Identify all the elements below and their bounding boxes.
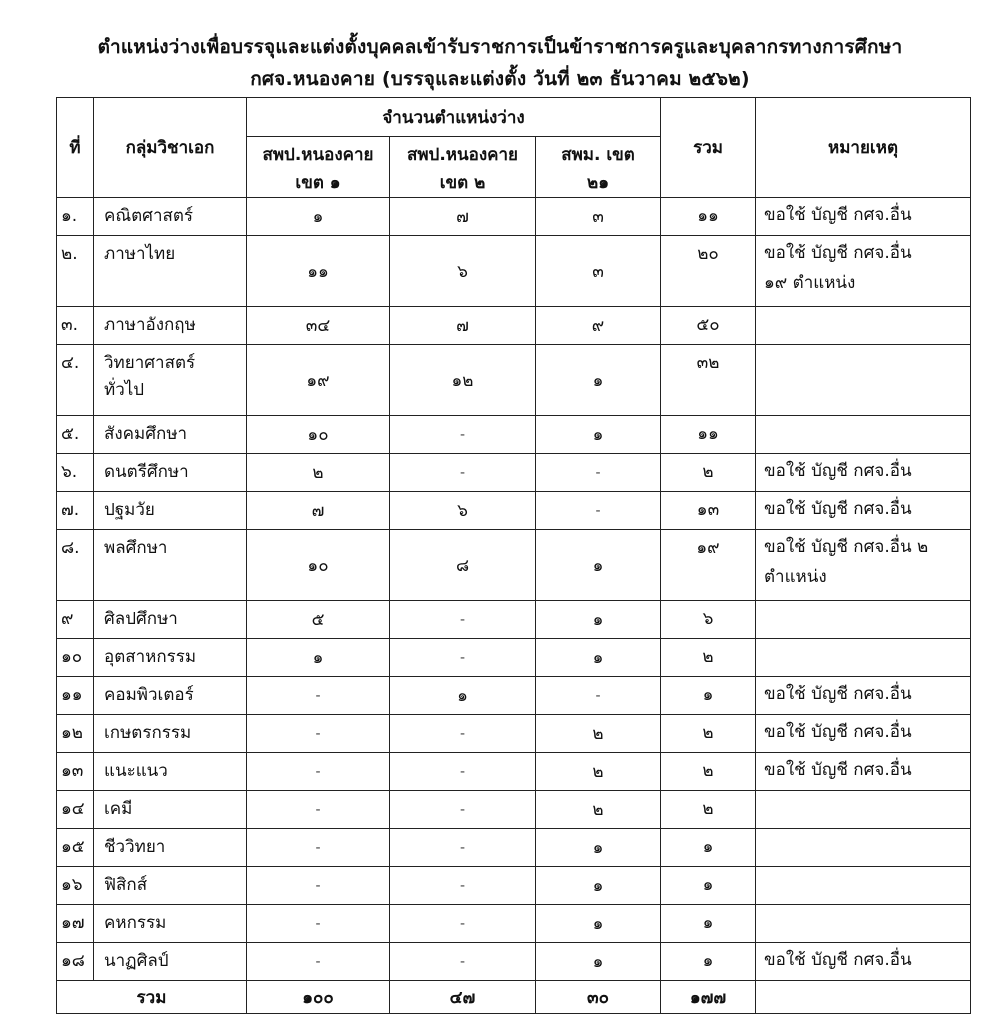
row-area-2: - xyxy=(390,943,536,981)
row-area-3: - xyxy=(536,454,661,492)
row-number: ๑๖ xyxy=(57,867,94,905)
row-area-2: ๑ xyxy=(390,677,536,715)
row-area-1: - xyxy=(247,829,390,867)
row-area-3: ๙ xyxy=(536,307,661,345)
row-number: ๔. xyxy=(57,345,94,416)
row-area-3: ๑ xyxy=(536,345,661,416)
row-area-1: - xyxy=(247,753,390,791)
row-remark-line-1: ขอใช้ บัญชี กศจ.อื่น xyxy=(764,243,912,263)
row-remark-line-1: ขอใช้ บัญชี กศจ.อื่น xyxy=(764,461,912,481)
row-area-1: - xyxy=(247,943,390,981)
row-remark xyxy=(756,715,971,753)
row-area-1: ๑๑ xyxy=(247,236,390,307)
row-remark xyxy=(756,829,971,867)
row-total: ๒ xyxy=(661,753,756,791)
row-area-2: - xyxy=(390,829,536,867)
table-row xyxy=(57,677,971,715)
row-group-line-1: ภาษาอังกฤษ xyxy=(104,315,196,335)
row-remark-line-1: ขอใช้ บัญชี กศจ.อื่น xyxy=(764,950,912,970)
header-area-1 xyxy=(247,137,390,198)
table-row xyxy=(57,307,971,345)
row-remark-line-1: ขอใช้ บัญชี กศจ.อื่น xyxy=(764,722,912,742)
row-group xyxy=(94,601,247,639)
row-area-3: ๓ xyxy=(536,236,661,307)
row-remark xyxy=(756,639,971,677)
row-total: ๑๑ xyxy=(661,198,756,236)
row-remark xyxy=(756,307,971,345)
row-area-1: ๑๐ xyxy=(247,530,390,601)
row-number: ๘. xyxy=(57,530,94,601)
table-row xyxy=(57,492,971,530)
table-row xyxy=(57,416,971,454)
document-subtitle: กศจ.หนองคาย (บรรจุและแต่งตั้ง วันที่ ๒๓ ธันวาคม ๒๕๖๒) xyxy=(250,68,750,90)
row-group-line-1: แนะแนว xyxy=(104,761,168,781)
row-total: ๑๙ xyxy=(661,530,756,601)
table-row xyxy=(57,791,971,829)
header-vacancies: จำนวนตำแหน่งว่าง xyxy=(247,98,661,137)
row-area-1: ๕ xyxy=(247,601,390,639)
total-area-2: ๔๗ xyxy=(390,981,536,1014)
header-remark: หมายเหตุ xyxy=(756,98,971,198)
header-area-3-name: สพม. เขต xyxy=(561,145,635,165)
row-area-2: - xyxy=(390,454,536,492)
row-remark xyxy=(756,601,971,639)
row-group xyxy=(94,943,247,981)
vacancy-table xyxy=(56,97,971,1014)
row-total: ๒ xyxy=(661,454,756,492)
row-remark xyxy=(756,905,971,943)
row-remark xyxy=(756,530,971,601)
total-remark xyxy=(756,981,971,1014)
row-group xyxy=(94,791,247,829)
row-remark xyxy=(756,791,971,829)
row-area-2: ๗ xyxy=(390,198,536,236)
row-group-line-1: ชีววิทยา xyxy=(104,837,166,857)
row-group xyxy=(94,677,247,715)
row-area-3: - xyxy=(536,677,661,715)
row-remark xyxy=(756,492,971,530)
total-row xyxy=(57,981,971,1014)
row-number: ๑๒ xyxy=(57,715,94,753)
row-number: ๑๓ xyxy=(57,753,94,791)
row-group-line-1: เคมี xyxy=(104,799,133,819)
row-remark-line-1: ขอใช้ บัญชี กศจ.อื่น xyxy=(764,499,912,519)
row-area-3: ๑ xyxy=(536,601,661,639)
table-row xyxy=(57,345,971,416)
row-number: ๑. xyxy=(57,198,94,236)
row-remark xyxy=(756,236,971,307)
row-remark-line-2: ๑๙ ตำแหน่ง xyxy=(764,273,856,293)
row-area-3: ๑ xyxy=(536,639,661,677)
row-group xyxy=(94,753,247,791)
row-total: ๑๑ xyxy=(661,416,756,454)
row-number: ๒. xyxy=(57,236,94,307)
row-area-3: ๑ xyxy=(536,943,661,981)
total-area-3: ๓๐ xyxy=(536,981,661,1014)
row-number: ๕. xyxy=(57,416,94,454)
row-number: ๖. xyxy=(57,454,94,492)
row-area-1: - xyxy=(247,791,390,829)
table-row xyxy=(57,753,971,791)
total-area-1: ๑๐๐ xyxy=(247,981,390,1014)
row-area-1: ๑๙ xyxy=(247,345,390,416)
row-area-3: ๒ xyxy=(536,715,661,753)
row-remark-line-1: ขอใช้ บัญชี กศจ.อื่น xyxy=(764,205,912,225)
row-total: ๓๒ xyxy=(661,345,756,416)
row-area-1: ๒ xyxy=(247,454,390,492)
header-no: ที่ xyxy=(57,98,94,198)
row-total: ๒๐ xyxy=(661,236,756,307)
header-area-1-zone: เขต ๑ xyxy=(295,173,341,193)
row-group-line-1: อุตสาหกรรม xyxy=(104,647,197,667)
row-remark-line-1: ขอใช้ บัญชี กศจ.อื่น xyxy=(764,684,912,704)
row-group-line-1: วิทยาศาสตร์ xyxy=(104,353,196,373)
row-number: ๓. xyxy=(57,307,94,345)
row-number: ๗. xyxy=(57,492,94,530)
row-area-1: ๑ xyxy=(247,639,390,677)
header-area-3-zone: ๒๑ xyxy=(587,173,609,193)
row-group xyxy=(94,905,247,943)
header-area-2-zone: เขต ๒ xyxy=(439,173,486,193)
table-row xyxy=(57,601,971,639)
row-remark xyxy=(756,753,971,791)
row-area-2: ๘ xyxy=(390,530,536,601)
row-group-line-1: พลศึกษา xyxy=(104,538,168,558)
row-total: ๒ xyxy=(661,715,756,753)
table-row xyxy=(57,236,971,307)
row-area-1: - xyxy=(247,867,390,905)
row-total: ๒ xyxy=(661,791,756,829)
row-remark xyxy=(756,416,971,454)
row-area-2: ๖ xyxy=(390,492,536,530)
row-number: ๙ xyxy=(57,601,94,639)
row-area-3: ๑ xyxy=(536,416,661,454)
row-total: ๒ xyxy=(661,639,756,677)
row-number: ๑๘ xyxy=(57,943,94,981)
row-group-line-1: ภาษาไทย xyxy=(104,244,176,264)
row-area-1: ๗ xyxy=(247,492,390,530)
row-area-1: ๑ xyxy=(247,198,390,236)
table-row xyxy=(57,905,971,943)
row-group xyxy=(94,867,247,905)
row-total: ๕๐ xyxy=(661,307,756,345)
row-group xyxy=(94,345,247,416)
row-total: ๑ xyxy=(661,867,756,905)
row-area-2: - xyxy=(390,753,536,791)
row-number: ๑๑ xyxy=(57,677,94,715)
row-group xyxy=(94,307,247,345)
row-remark xyxy=(756,454,971,492)
row-remark xyxy=(756,943,971,981)
row-total: ๑ xyxy=(661,829,756,867)
row-group-line-1: ฟิสิกส์ xyxy=(104,875,148,895)
row-area-3: ๑ xyxy=(536,905,661,943)
row-group-line-1: ปฐมวัย xyxy=(104,500,155,520)
row-group-line-1: ดนตรีศึกษา xyxy=(104,462,189,482)
row-group xyxy=(94,454,247,492)
row-remark xyxy=(756,677,971,715)
row-remark-line-2: ตำแหน่ง xyxy=(764,567,827,587)
header-area-1-name: สพป.หนองคาย xyxy=(262,145,374,165)
row-group xyxy=(94,639,247,677)
row-area-2: - xyxy=(390,715,536,753)
row-area-2: - xyxy=(390,416,536,454)
row-group-line-1: คหกรรม xyxy=(104,913,167,933)
row-number: ๑๕ xyxy=(57,829,94,867)
row-area-3: ๒ xyxy=(536,791,661,829)
table-row xyxy=(57,198,971,236)
row-group xyxy=(94,530,247,601)
row-total: ๑ xyxy=(661,943,756,981)
row-area-1: ๑๐ xyxy=(247,416,390,454)
row-total: ๑ xyxy=(661,905,756,943)
row-group xyxy=(94,829,247,867)
row-area-2: - xyxy=(390,639,536,677)
row-remark-line-1: ขอใช้ บัญชี กศจ.อื่น ๒ xyxy=(764,537,929,557)
row-area-3: ๑ xyxy=(536,829,661,867)
table-row xyxy=(57,454,971,492)
row-total: ๖ xyxy=(661,601,756,639)
row-group-line-1: สังคมศึกษา xyxy=(104,424,188,444)
table-row xyxy=(57,943,971,981)
header-sum: รวม xyxy=(661,98,756,198)
table-body xyxy=(57,198,971,981)
header-group: กลุ่มวิชาเอก xyxy=(94,98,247,198)
document-title: ตำแหน่งว่างเพื่อบรรจุและแต่งตั้งบุคคลเข้ารับราชการเป็นข้าราชการครูและบุคลากรทางการศึกษา xyxy=(97,36,903,58)
row-area-2: - xyxy=(390,905,536,943)
row-remark xyxy=(756,867,971,905)
row-total: ๑ xyxy=(661,677,756,715)
row-area-2: ๑๒ xyxy=(390,345,536,416)
header-area-3 xyxy=(536,137,661,198)
row-group-line-1: คอมพิวเตอร์ xyxy=(104,685,194,705)
row-group-line-1: นาฏศิลป์ xyxy=(104,951,169,971)
table-row xyxy=(57,715,971,753)
row-group xyxy=(94,198,247,236)
total-label: รวม xyxy=(57,981,247,1014)
table-row xyxy=(57,530,971,601)
row-group xyxy=(94,492,247,530)
row-number: ๑๐ xyxy=(57,639,94,677)
total-sum: ๑๗๗ xyxy=(661,981,756,1014)
row-area-1: - xyxy=(247,715,390,753)
row-area-2: - xyxy=(390,867,536,905)
row-area-3: ๒ xyxy=(536,753,661,791)
row-area-3: ๓ xyxy=(536,198,661,236)
row-area-3: ๑ xyxy=(536,867,661,905)
row-area-3: - xyxy=(536,492,661,530)
row-remark-line-1: ขอใช้ บัญชี กศจ.อื่น xyxy=(764,760,912,780)
row-total: ๑๓ xyxy=(661,492,756,530)
row-area-1: - xyxy=(247,905,390,943)
table-row xyxy=(57,867,971,905)
row-group-line-1: ศิลปศึกษา xyxy=(104,609,178,629)
row-group xyxy=(94,236,247,307)
row-number: ๑๗ xyxy=(57,905,94,943)
row-group xyxy=(94,416,247,454)
header-area-2-name: สพป.หนองคาย xyxy=(406,145,519,165)
row-remark xyxy=(756,345,971,416)
row-number: ๑๔ xyxy=(57,791,94,829)
row-remark xyxy=(756,198,971,236)
header-area-2 xyxy=(390,137,536,198)
row-area-1: ๓๔ xyxy=(247,307,390,345)
row-group-line-1: คณิตศาสตร์ xyxy=(104,206,194,226)
row-area-2: - xyxy=(390,601,536,639)
row-group xyxy=(94,715,247,753)
row-group-line-1: เกษตรกรรม xyxy=(104,723,192,743)
table-row xyxy=(57,829,971,867)
row-area-2: ๗ xyxy=(390,307,536,345)
row-group-line-2: ทั่วไป xyxy=(104,380,145,400)
row-area-1: - xyxy=(247,677,390,715)
row-area-3: ๑ xyxy=(536,530,661,601)
row-area-2: ๖ xyxy=(390,236,536,307)
row-area-2: - xyxy=(390,791,536,829)
table-row xyxy=(57,639,971,677)
